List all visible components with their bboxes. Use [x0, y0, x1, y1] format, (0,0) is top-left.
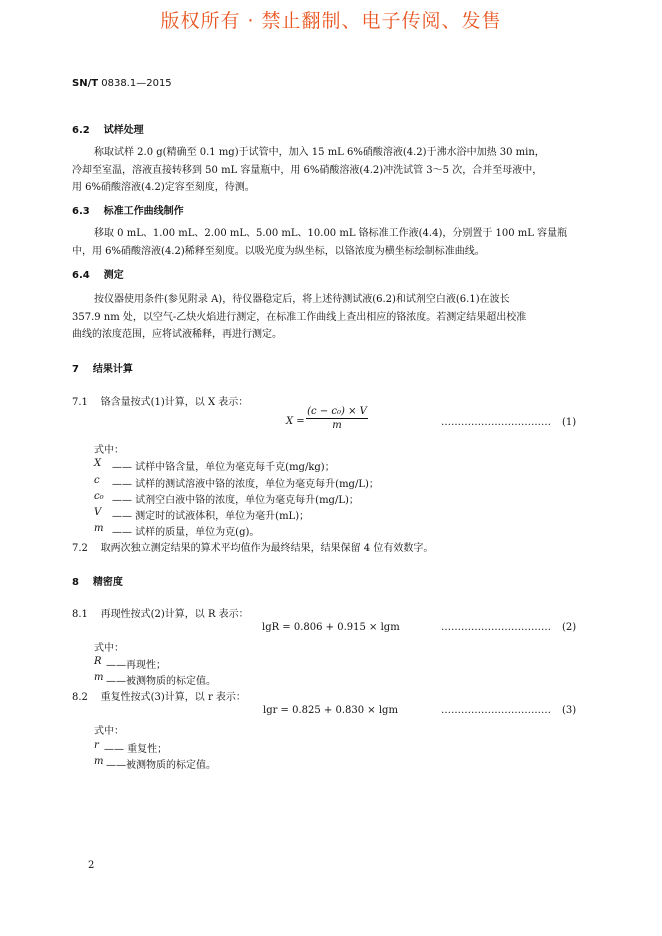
- var-description: —— 试样中铬含量，单位为毫克每千克(mg/kg)；: [112, 462, 335, 473]
- var-description: ——再现性；: [106, 660, 166, 671]
- var-description: ——被测物质的标定值。: [106, 760, 216, 771]
- formula-lhs: X =: [286, 416, 305, 427]
- section-6-2-heading: [72, 121, 144, 136]
- var-description: —— 测定时的试液体积，单位为毫升(mL)；: [112, 511, 310, 522]
- section-number: 6.2: [72, 125, 90, 136]
- var-symbol: r: [94, 740, 99, 751]
- where-label: 式中：: [94, 726, 124, 737]
- var-symbol: c: [94, 475, 100, 486]
- leader-dots: ……………………………: [441, 705, 551, 716]
- var-symbol: X: [94, 458, 102, 469]
- section-6-4-heading: [72, 266, 124, 281]
- paragraph-line: 357.9 nm 处，以空气-乙炔火焰进行测定，在标准工作曲线上查出相应的铬浓度。若测定结果超出校准: [72, 312, 527, 323]
- clause-7-2: [72, 539, 433, 554]
- section-title: 结果计算: [92, 364, 133, 375]
- var-description: —— 试剂空白液中铬的浓度，单位为毫克每升(mg/L)；: [112, 495, 359, 506]
- clause-text: 铬含量按式(1)计算，以 X 表示：: [100, 397, 249, 408]
- var-symbol: m: [94, 672, 104, 683]
- page-number: 2: [88, 860, 95, 871]
- document-code: [72, 78, 172, 89]
- var-symbol: R: [94, 656, 102, 667]
- var-description: ——被测物质的标定值。: [106, 676, 216, 687]
- clause-text: 重复性按式(3)计算，以 r 表示：: [100, 692, 246, 703]
- section-title: 标准工作曲线制作: [103, 206, 184, 217]
- section-number: 8: [72, 577, 79, 588]
- clause-8-1: [72, 605, 249, 620]
- equation-number: (1): [562, 417, 577, 428]
- section-number: 7: [72, 364, 79, 375]
- var-symbol: m: [94, 756, 104, 767]
- formula-fraction: [306, 406, 368, 431]
- section-number: 6.3: [72, 206, 90, 217]
- clause-8-2: [72, 688, 246, 703]
- formula-repeatability: lgr = 0.825 + 0.830 × lgm: [263, 705, 398, 716]
- paragraph-line: 用 6%硝酸溶液(4.2)定容至刻度，待测。: [72, 182, 255, 193]
- var-symbol: c₀: [94, 491, 104, 502]
- clause-text: 再现性按式(2)计算，以 R 表示：: [100, 609, 249, 620]
- where-label: 式中：: [94, 643, 124, 654]
- where-label: 式中：: [94, 445, 124, 456]
- paragraph-line: 曲线的浓度范围，应将试液稀释，再进行测定。: [72, 329, 282, 340]
- leader-dots: ……………………………: [441, 417, 551, 428]
- clause-number: 7.2: [72, 543, 88, 554]
- paragraph-line: 冷却至室温，溶液直接转移到 50 mL 容量瓶中，用 6%硝酸溶液(4.2)冲洗试管 3～5 次，合并至母液中，: [72, 165, 543, 176]
- var-symbol: m: [94, 523, 104, 534]
- section-title: 测定: [103, 270, 124, 281]
- var-description: —— 重复性；: [104, 744, 168, 755]
- copyright-banner: 版权所有 · 禁止翻制、电子传阅、发售: [160, 10, 502, 32]
- var-symbol: V: [94, 507, 102, 518]
- equation-number: (2): [562, 622, 577, 633]
- var-description: —— 试样的测试溶液中铬的浓度，单位为毫克每升(mg/L)；: [112, 479, 379, 490]
- paragraph-line: 称取试样 2.0 g(精确至 0.1 mg)于试管中，加入 15 mL 6%硝酸溶液(4.2)于沸水浴中加热 30 min，: [94, 147, 545, 158]
- paragraph-line: 中，用 6%硝酸溶液(4.2)稀释至刻度。以吸光度为纵坐标，以铬浓度为横坐标绘制标准曲线。: [72, 246, 485, 257]
- section-7-heading: [72, 360, 133, 375]
- formula-numerator: (c − c₀) × V: [307, 406, 367, 417]
- standard-number: 0838.1—2015: [101, 78, 172, 89]
- formula-denominator: m: [332, 420, 342, 431]
- paragraph-line: 按仪器使用条件(参见附录 A)，待仪器稳定后，将上述待测试液(6.2)和试剂空白液(6.1)在波长: [94, 294, 510, 305]
- formula-reproducibility: lgR = 0.806 + 0.915 × lgm: [262, 622, 400, 633]
- leader-dots: ……………………………: [441, 622, 551, 633]
- section-number: 6.4: [72, 270, 90, 281]
- clause-number: 8.2: [72, 692, 88, 703]
- section-title: 试样处理: [103, 125, 144, 136]
- standard-prefix: SN/T: [72, 78, 99, 89]
- section-8-heading: [72, 573, 123, 588]
- section-title: 精密度: [92, 577, 123, 588]
- clause-7-1: [72, 393, 248, 408]
- section-6-3-heading: [72, 202, 184, 217]
- clause-number: 7.1: [72, 397, 88, 408]
- equation-number: (3): [562, 705, 577, 716]
- clause-text: 取两次独立测定结果的算术平均值作为最终结果，结果保留 4 位有效数字。: [100, 543, 434, 554]
- var-description: —— 试样的质量，单位为克(g)。: [112, 527, 260, 538]
- paragraph-line: 移取 0 mL、1.00 mL、2.00 mL、5.00 mL、10.00 mL 铬标准工作液(4.4)，分别置于 100 mL 容量瓶: [94, 228, 568, 239]
- clause-number: 8.1: [72, 609, 88, 620]
